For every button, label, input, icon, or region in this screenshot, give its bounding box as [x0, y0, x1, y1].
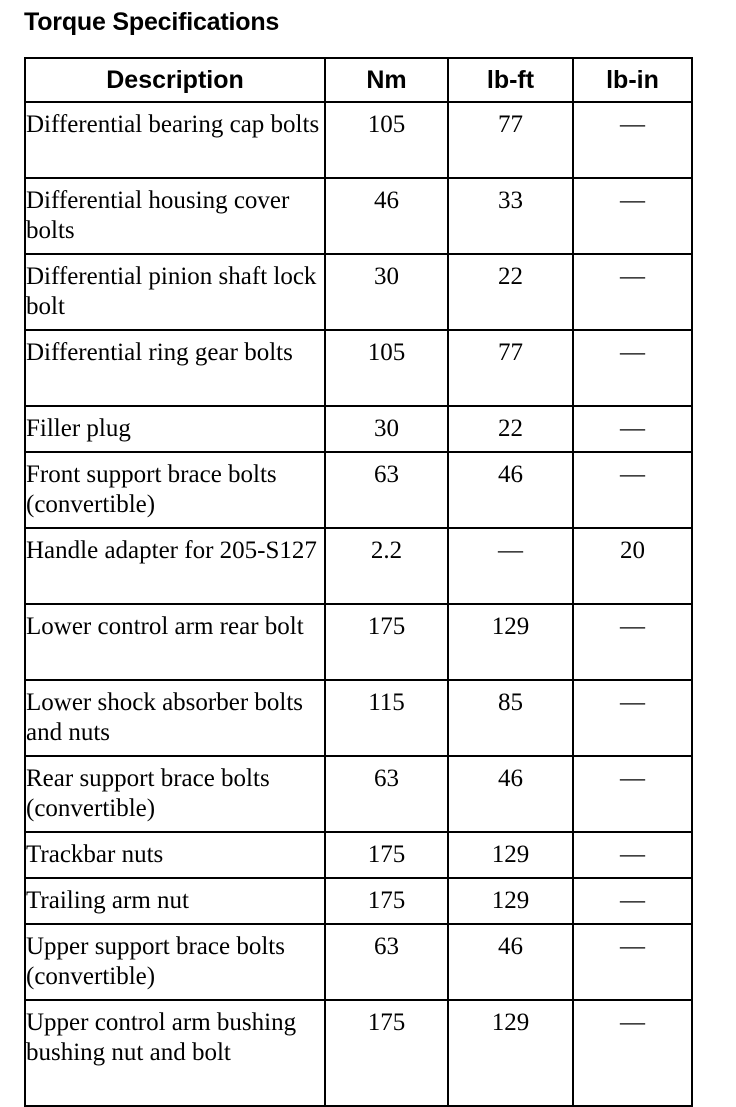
cell-lb-ft: 22	[448, 406, 573, 452]
cell-lb-ft: 46	[448, 924, 573, 1000]
cell-nm: 175	[325, 1000, 448, 1106]
cell-description: Differential pinion shaft lock bolt	[25, 254, 325, 330]
cell-lb-in: —	[573, 604, 692, 680]
cell-nm: 63	[325, 756, 448, 832]
cell-description: Rear support brace bolts (convertible)	[25, 756, 325, 832]
table-row	[25, 406, 692, 452]
table-row	[25, 1000, 692, 1106]
cell-lb-ft: 22	[448, 254, 573, 330]
cell-lb-in: —	[573, 1000, 692, 1106]
cell-lb-ft: 77	[448, 102, 573, 178]
cell-lb-in: —	[573, 452, 692, 528]
torque-specifications-table	[24, 57, 693, 1107]
cell-lb-in: 20	[573, 528, 692, 604]
cell-nm: 115	[325, 680, 448, 756]
cell-description: Front support brace bolts (convertible)	[25, 452, 325, 528]
cell-lb-in: —	[573, 924, 692, 1000]
cell-lb-in: —	[573, 878, 692, 924]
cell-lb-in: —	[573, 832, 692, 878]
cell-lb-in: —	[573, 178, 692, 254]
cell-nm: 30	[325, 254, 448, 330]
cell-nm: 63	[325, 452, 448, 528]
table-row	[25, 178, 692, 254]
cell-lb-ft: 85	[448, 680, 573, 756]
cell-nm: 175	[325, 878, 448, 924]
cell-lb-ft: 33	[448, 178, 573, 254]
table-row	[25, 452, 692, 528]
cell-description: Trailing arm nut	[25, 878, 325, 924]
cell-description: Handle adapter for 205-S127	[25, 528, 325, 604]
cell-lb-in: —	[573, 406, 692, 452]
table-row	[25, 330, 692, 406]
cell-lb-ft: 46	[448, 452, 573, 528]
page-title: Torque Specifications	[24, 8, 280, 36]
cell-lb-ft: —	[448, 528, 573, 604]
cell-description: Differential bearing cap bolts	[25, 102, 325, 178]
cell-lb-in: —	[573, 330, 692, 406]
cell-description: Lower control arm rear bolt	[25, 604, 325, 680]
cell-description: Trackbar nuts	[25, 832, 325, 878]
table-row	[25, 254, 692, 330]
table-row	[25, 878, 692, 924]
cell-description: Upper support brace bolts (convertible)	[25, 924, 325, 1000]
cell-nm: 30	[325, 406, 448, 452]
table-row	[25, 832, 692, 878]
header-nm: Nm	[325, 58, 448, 102]
cell-description: Lower shock absorber bolts and nuts	[25, 680, 325, 756]
table-header-row	[25, 58, 692, 102]
cell-lb-ft: 129	[448, 878, 573, 924]
table-row	[25, 528, 692, 604]
cell-nm: 175	[325, 832, 448, 878]
cell-description: Upper control arm bushing bushing nut and bolt	[25, 1000, 325, 1106]
table-row	[25, 756, 692, 832]
cell-description: Differential housing cover bolts	[25, 178, 325, 254]
cell-description: Filler plug	[25, 406, 325, 452]
cell-lb-in: —	[573, 680, 692, 756]
cell-lb-in: —	[573, 102, 692, 178]
cell-nm: 46	[325, 178, 448, 254]
table-row	[25, 680, 692, 756]
cell-lb-ft: 46	[448, 756, 573, 832]
cell-nm: 105	[325, 102, 448, 178]
header-lb-in: lb-in	[573, 58, 692, 102]
cell-lb-ft: 129	[448, 832, 573, 878]
header-description: Description	[25, 58, 325, 102]
table-row	[25, 102, 692, 178]
cell-nm: 2.2	[325, 528, 448, 604]
table-row	[25, 604, 692, 680]
cell-lb-in: —	[573, 756, 692, 832]
header-lb-ft: lb-ft	[448, 58, 573, 102]
cell-description: Differential ring gear bolts	[25, 330, 325, 406]
cell-nm: 175	[325, 604, 448, 680]
cell-lb-ft: 129	[448, 1000, 573, 1106]
table-row	[25, 924, 692, 1000]
cell-lb-ft: 129	[448, 604, 573, 680]
cell-lb-in: —	[573, 254, 692, 330]
cell-lb-ft: 77	[448, 330, 573, 406]
cell-nm: 63	[325, 924, 448, 1000]
cell-nm: 105	[325, 330, 448, 406]
